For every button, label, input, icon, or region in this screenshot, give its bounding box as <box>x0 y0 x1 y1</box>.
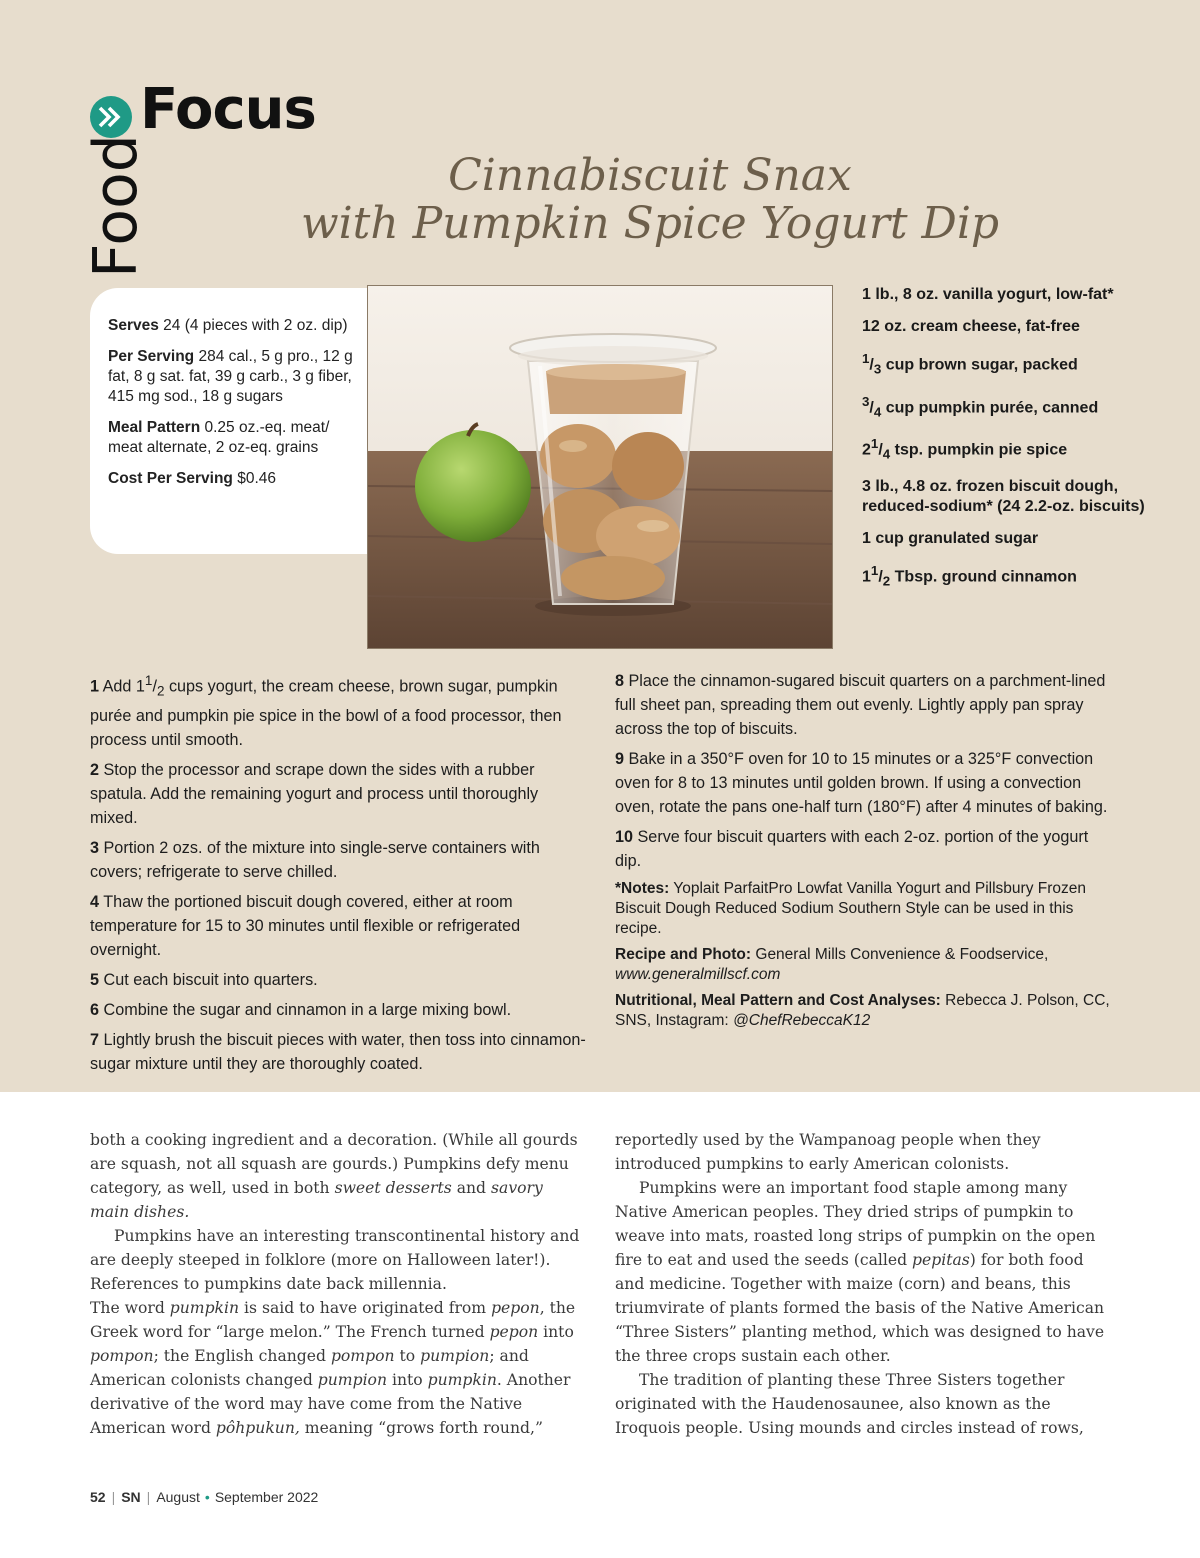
ingredient-item: $^1/_3$ cup brown sugar, packed <box>862 351 1078 377</box>
article-paragraph: both a cooking ingredient and a decoration. (While all gourds are squash, not all squash are gourds.) Pumpkins defy menu category, as well, used in both sweet desserts and savory main dishes. <box>90 1131 578 1221</box>
per-serving-info: Per Serving 284 cal., 5 g pro., 12 g fat, 8 g sat. fat, 39 g carb., 3 g fiber, 415 mg sod., 18 g sugars <box>108 348 353 405</box>
article-paragraph: The tradition of planting these Three Sisters together originated with the Haudenosaunee, also known as the Iroquois people. Using mounds and circles instead of rows, <box>615 1371 1084 1437</box>
step-4: 4 Thaw the portioned biscuit dough covered, either at room temperature for 15 to 30 minutes until flexible or refrigerated overnight. <box>90 892 521 959</box>
ingredient-item: $1^1/_2$ Tbsp. ground cinnamon <box>862 562 1077 589</box>
recipe-notes: *Notes: Yoplait ParfaitPro Lowfat Vanilla Yogurt and Pillsbury Frozen Biscuit Dough Reduced Sodium Southern Style can be used in this recipe. <box>615 880 1087 937</box>
step-9: 9 Bake in a 350°F oven for 10 to 15 minutes or a 325°F convection oven for 8 to 13 minutes until golden brown. If using a convection oven, rotate the pans one-half turn (180°F) after 4 minutes of baking. <box>615 750 1108 816</box>
credit-url: www.generalmillscf.com <box>615 966 781 983</box>
ingredient-item: 1 cup granulated sugar <box>862 529 1039 547</box>
issue-month: August <box>156 1489 200 1505</box>
article-column-right <box>615 1128 1107 1440</box>
ingredient-item: $^3/_4$ cup pumpkin purée, canned <box>862 393 1099 420</box>
step-8: 8 Place the cinnamon-sugared biscuit quarters on a parchment-lined full sheet pan, spreading them out evenly. Lightly apply pan spray across the top of biscuits. <box>615 672 1106 738</box>
ingredient-item: 3 lb., 4.8 oz. frozen biscuit dough, reduced-sodium* (24 2.2-oz. biscuits) <box>862 477 1145 515</box>
nutrition-card <box>90 288 370 554</box>
section-food: Food <box>81 134 151 278</box>
page-number: 52 <box>90 1489 106 1505</box>
issue-date: September 2022 <box>214 1489 319 1505</box>
steps-column-right <box>615 669 1115 1037</box>
cost-info: Cost Per Serving $0.46 <box>108 470 277 487</box>
analysis-credit: Nutritional, Meal Pattern and Cost Analyses: Rebecca J. Polson, CC, SNS, Instagram: @ChefRebeccaK12 <box>615 992 1110 1029</box>
step-7: 7 Lightly brush the biscuit pieces with water, then toss into cinnamon-sugar mixture until they are thoroughly coated. <box>90 1030 586 1073</box>
double-chevron-icon <box>90 96 132 138</box>
ingredient-item: 12 oz. cream cheese, fat-free <box>862 318 1080 335</box>
meal-pattern-info: Meal Pattern 0.25 oz.-eq. meat/ meat alternate, 2 oz-eq. grains <box>108 419 330 456</box>
article-paragraph: Pumpkins were an important food staple among many Native American peoples. They dried strips of pumpkin to weave into mats, roasted long strips of pumpkin on the open fire to eat and used the seeds (called pepitas) for both food and medicine. Together with maize (corn) and beans, this triumvirate of plants formed the basis of the Native American “Three Sisters” planting method, which was designed to have the three crops sustain each other. <box>615 1179 1105 1365</box>
recipe-photo <box>367 285 833 649</box>
magazine-name: SN <box>121 1489 141 1505</box>
ingredient-list <box>862 285 1162 603</box>
step-10: 10 Serve four biscuit quarters with each 2-oz. portion of the yogurt dip. <box>615 828 1089 870</box>
serves-info: Serves 24 (4 pieces with 2 oz. dip) <box>108 317 348 334</box>
step-2: 2 Stop the processor and scrape down the sides with a rubber spatula. Add the remaining yogurt and process until thoroughly mixed. <box>90 760 539 827</box>
recipe-credit: Recipe and Photo: General Mills Convenience & Foodservice, www.generalmillscf.com <box>615 946 1049 983</box>
instagram-handle: @ChefRebeccaK12 <box>733 1012 871 1029</box>
title-line-2: with Pumpkin Spice Yogurt Dip <box>300 198 1000 249</box>
title-line-1: Cinnabiscuit Snax <box>448 150 852 201</box>
page-footer: 52 | SN | August • September 2022 <box>90 1489 319 1505</box>
step-1: 1 Add $1^1/_2$ cups yogurt, the cream cheese, brown sugar, pumpkin purée and pumpkin pie spice in the bowl of a food processor, then process until smooth. <box>90 673 562 749</box>
step-5: 5 Cut each biscuit into quarters. <box>90 970 318 989</box>
article-paragraph: Pumpkins have an interesting transcontinental history and are deeply steeped in folklore (more on Halloween later!). References to pumpkins date back millennia. <box>90 1227 580 1293</box>
article-paragraph: The word pumpkin is said to have originated from pepon, the Greek word for “large melon.” The French turned pepon into pompon; the English changed pompon to pumpion; and American colonists changed pumpion into pumpkin. Another derivative of the word may have come from the Native American word pôhpukun, meaning “grows forth round,” <box>90 1299 576 1437</box>
recipe-title <box>300 152 1000 248</box>
steps-column-left <box>90 669 590 1082</box>
section-focus: Focus <box>140 77 316 142</box>
step-3: 3 Portion 2 ozs. of the mixture into single-serve containers with covers; refrigerate to serve chilled. <box>90 838 540 881</box>
article-column-left <box>90 1128 582 1440</box>
article-paragraph: reportedly used by the Wampanoag people when they introduced pumpkins to early American colonists. <box>615 1131 1041 1173</box>
step-6: 6 Combine the sugar and cinnamon in a large mixing bowl. <box>90 1000 512 1019</box>
ingredient-item: $2^1/_4$ tsp. pumpkin pie spice <box>862 436 1068 462</box>
ingredient-item: 1 lb., 8 oz. vanilla yogurt, low-fat* <box>862 286 1114 303</box>
